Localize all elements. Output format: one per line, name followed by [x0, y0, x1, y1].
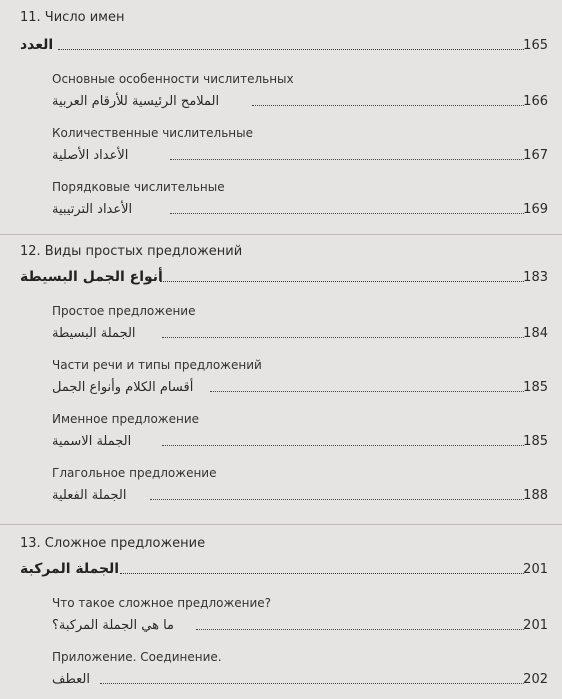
arabic-subheading: الملامح الرئيسية للأرقام العربية [52, 94, 220, 109]
section-divider [0, 234, 562, 235]
arabic-subheading: الأعداد الترتيبية [52, 202, 133, 217]
page-number: 165 [523, 38, 548, 53]
page-number: 185 [523, 380, 548, 395]
arabic-subheading: الجملة الفعلية [52, 488, 127, 503]
arabic-subheading: أقسام الكلام وأنواع الجمل [52, 380, 194, 395]
section-title: 13. Сложное предложение [20, 536, 206, 551]
russian-subheading: Именное предложение [52, 412, 200, 426]
toc-main-entry [0, 34, 562, 56]
page-number: 185 [523, 434, 548, 449]
arabic-subheading: الجملة الاسمية [52, 434, 132, 449]
dot-leader [150, 499, 524, 500]
russian-subheading: Глагольное предложение [52, 466, 217, 480]
dot-leader [170, 213, 524, 214]
dot-leader [196, 629, 524, 630]
section-title: 12. Виды простых предложений [20, 244, 243, 259]
russian-subheading: Количественные числительные [52, 126, 253, 140]
section-title: 11. Число имен [20, 10, 125, 25]
arabic-heading: أنواع الجمل البسيطة [20, 269, 163, 285]
arabic-heading: الجملة المركبة [20, 561, 120, 577]
arabic-subheading: ما هي الجملة المركبة؟ [52, 618, 175, 633]
page-number: 183 [523, 270, 548, 285]
russian-subheading: Простое предложение [52, 304, 196, 318]
toc-sub-entry [0, 90, 562, 112]
toc-sub-entry [0, 322, 562, 344]
dot-leader [120, 573, 524, 574]
page-number: 184 [523, 326, 548, 341]
toc-main-entry [0, 558, 562, 580]
toc-sub-entry [0, 484, 562, 506]
russian-subheading: Что такое сложное предложение? [52, 596, 272, 610]
dot-leader [162, 337, 524, 338]
dot-leader [160, 281, 524, 282]
dot-leader [100, 683, 524, 684]
page-number: 201 [523, 562, 548, 577]
russian-subheading: Основные особенности числительных [52, 72, 294, 86]
toc-sub-entry [0, 614, 562, 636]
toc-main-entry [0, 266, 562, 288]
toc-sub-entry [0, 668, 562, 690]
toc-sub-entry [0, 198, 562, 220]
russian-subheading: Порядковые числительные [52, 180, 225, 194]
dot-leader [170, 159, 524, 160]
toc-sub-entry [0, 430, 562, 452]
russian-subheading: Части речи и типы предложений [52, 358, 262, 372]
page-number: 167 [523, 148, 548, 163]
dot-leader [58, 49, 524, 50]
arabic-subheading: العطف [52, 672, 90, 687]
section-divider [0, 524, 562, 525]
dot-leader [162, 445, 524, 446]
arabic-subheading: الأعداد الأصلية [52, 148, 129, 163]
arabic-heading: العدد [20, 37, 54, 53]
page-number: 169 [523, 202, 548, 217]
dot-leader [210, 391, 524, 392]
arabic-subheading: الجملة البسيطة [52, 326, 136, 341]
toc-sub-entry [0, 376, 562, 398]
page-number: 188 [523, 488, 548, 503]
russian-subheading: Приложение. Соединение. [52, 650, 222, 664]
dot-leader [252, 105, 524, 106]
toc-sub-entry [0, 144, 562, 166]
page-number: 201 [523, 618, 548, 633]
page-number: 202 [523, 672, 548, 687]
page-number: 166 [523, 94, 548, 109]
